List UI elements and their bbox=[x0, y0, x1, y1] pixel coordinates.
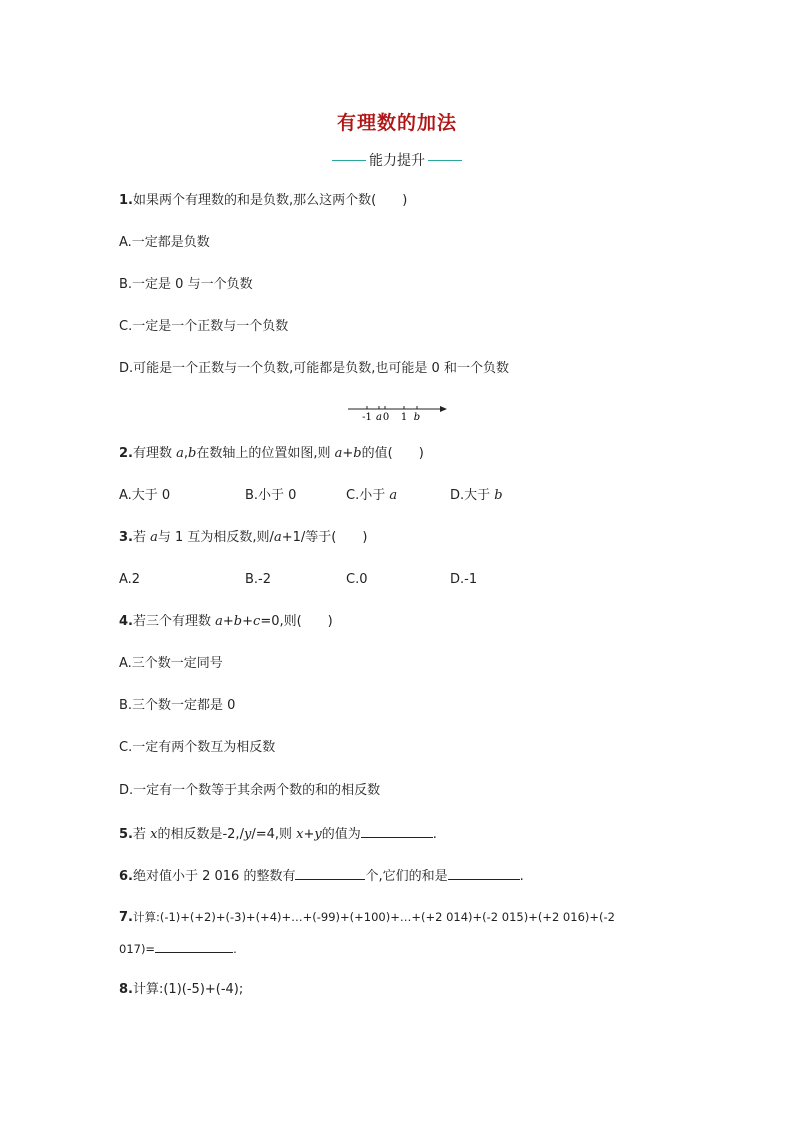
question-1-stem bbox=[119, 193, 407, 209]
variable-x: x bbox=[150, 827, 158, 842]
question-3-option-c: C.0 bbox=[346, 572, 368, 587]
question-4-option-a: A.三个数一定同号 bbox=[119, 656, 223, 671]
stem-part: =0,则( ) bbox=[260, 614, 333, 629]
variable-a: a bbox=[334, 446, 343, 461]
question-number: 6. bbox=[119, 869, 133, 884]
variable-y: y bbox=[314, 827, 322, 842]
question-3-option-a: A.2 bbox=[119, 572, 141, 587]
variable-a: a bbox=[273, 530, 282, 545]
question-7-stem-line2 bbox=[119, 940, 237, 957]
question-7-stem-line1 bbox=[119, 909, 615, 926]
stem-part: 的值为 bbox=[321, 827, 361, 842]
stem-part: 绝对值小于 2 016 的整数有 bbox=[132, 869, 296, 884]
answer-blank[interactable] bbox=[361, 825, 433, 838]
stem-part: . bbox=[432, 827, 437, 842]
stem-part: + bbox=[242, 614, 254, 629]
stem-part: . bbox=[233, 942, 237, 956]
question-number: 2. bbox=[119, 446, 133, 461]
question-number: 5. bbox=[119, 827, 133, 842]
stem-part: + bbox=[303, 827, 315, 842]
label-1: 1 bbox=[400, 412, 408, 423]
stem-part: 在数轴上的位置如图,则 bbox=[196, 446, 335, 461]
stem-part: 017)= bbox=[119, 942, 156, 956]
option-variable: a bbox=[389, 488, 398, 503]
question-4-option-b: B.三个数一定都是 0 bbox=[119, 698, 236, 713]
label-neg1: -1 bbox=[362, 412, 372, 423]
stem-part: 若 bbox=[132, 827, 151, 842]
question-number: 7. bbox=[119, 910, 133, 925]
subtitle-rule-right bbox=[428, 160, 462, 161]
variable-b: b bbox=[233, 614, 243, 629]
stem-part: + bbox=[342, 446, 354, 461]
question-8-stem bbox=[119, 982, 243, 998]
variable-y: y bbox=[243, 827, 252, 842]
question-1-option-d: D.可能是一个正数与一个负数,可能都是负数,也可能是 0 和一个负数 bbox=[119, 361, 509, 376]
stem-part: , bbox=[183, 446, 189, 461]
variable-c: c bbox=[253, 614, 261, 629]
question-4-option-d: D.一定有一个数等于其余两个数的和的相反数 bbox=[119, 783, 381, 798]
question-2-stem bbox=[119, 446, 424, 462]
question-3-options bbox=[119, 572, 679, 588]
number-line-figure bbox=[348, 400, 448, 426]
stem-part: 的相反数是-2,/ bbox=[157, 827, 244, 842]
question-2-option-a bbox=[119, 488, 170, 504]
stem-part: +1/等于( ) bbox=[281, 530, 368, 545]
variable-a: a bbox=[150, 530, 158, 545]
variable-b: b bbox=[353, 446, 362, 461]
stem-part: 计算:(-1)+(+2)+(-3)+(+4)+…+(-99)+(+100)+…+(+2 014)+(-2 015)+(+2 016)+(-2 bbox=[132, 910, 615, 924]
label-0: 0 bbox=[382, 412, 390, 423]
stem-part: 个,它们的和是 bbox=[365, 869, 448, 884]
question-2-options bbox=[119, 488, 679, 504]
label-a: a bbox=[376, 412, 382, 423]
question-number: 4. bbox=[119, 614, 133, 629]
question-1-option-a: A.一定都是负数 bbox=[119, 235, 210, 250]
option-text: B.小于 0 bbox=[245, 488, 297, 503]
answer-blank[interactable] bbox=[295, 867, 365, 880]
question-2-option-d bbox=[450, 488, 503, 504]
question-number: 3. bbox=[119, 530, 133, 545]
variable-b: b bbox=[188, 446, 197, 461]
question-number: 1. bbox=[119, 193, 133, 208]
question-1-option-b: B.一定是 0 与一个负数 bbox=[119, 277, 253, 292]
stem-part: + bbox=[222, 614, 234, 629]
answer-blank[interactable] bbox=[155, 940, 233, 953]
question-2-option-b bbox=[245, 488, 296, 504]
page-title: 有理数的加法 bbox=[336, 112, 457, 134]
stem-part: 若 bbox=[132, 530, 151, 545]
subtitle-text: 能力提升 bbox=[369, 153, 425, 169]
option-text: D.大于 bbox=[450, 488, 495, 503]
question-3-option-d: D.-1 bbox=[450, 572, 478, 587]
question-6-stem bbox=[119, 867, 524, 885]
stem-part: 若三个有理数 bbox=[132, 614, 216, 629]
label-b: b bbox=[413, 412, 421, 423]
option-variable: b bbox=[494, 488, 503, 503]
option-text: C.小于 bbox=[346, 488, 390, 503]
question-text: 如果两个有理数的和是负数,那么这两个数( ) bbox=[132, 193, 408, 208]
section-subtitle bbox=[0, 150, 794, 170]
question-number: 8. bbox=[119, 982, 133, 997]
answer-blank[interactable] bbox=[448, 867, 520, 880]
question-5-stem bbox=[119, 825, 437, 843]
question-4-option-c: C.一定有两个数互为相反数 bbox=[119, 740, 276, 755]
question-1-option-c: C.一定是一个正数与一个负数 bbox=[119, 319, 289, 334]
stem-part: 的值( ) bbox=[361, 446, 424, 461]
question-text: 计算:(1)(-5)+(-4); bbox=[132, 982, 244, 997]
question-4-stem bbox=[119, 614, 333, 630]
variable-a: a bbox=[215, 614, 223, 629]
option-text: A.大于 0 bbox=[119, 488, 171, 503]
stem-part: 有理数 bbox=[132, 446, 177, 461]
stem-part: 与 1 互为相反数,则/ bbox=[157, 530, 274, 545]
stem-part: /=4,则 bbox=[251, 827, 297, 842]
subtitle-rule-left bbox=[332, 160, 366, 161]
question-2-option-c bbox=[346, 488, 397, 504]
question-3-option-b: B.-2 bbox=[245, 572, 272, 587]
stem-part: . bbox=[519, 869, 524, 884]
number-line-arrow bbox=[440, 406, 447, 412]
question-3-stem bbox=[119, 530, 367, 546]
variable-x: x bbox=[296, 827, 304, 842]
variable-a: a bbox=[176, 446, 184, 461]
